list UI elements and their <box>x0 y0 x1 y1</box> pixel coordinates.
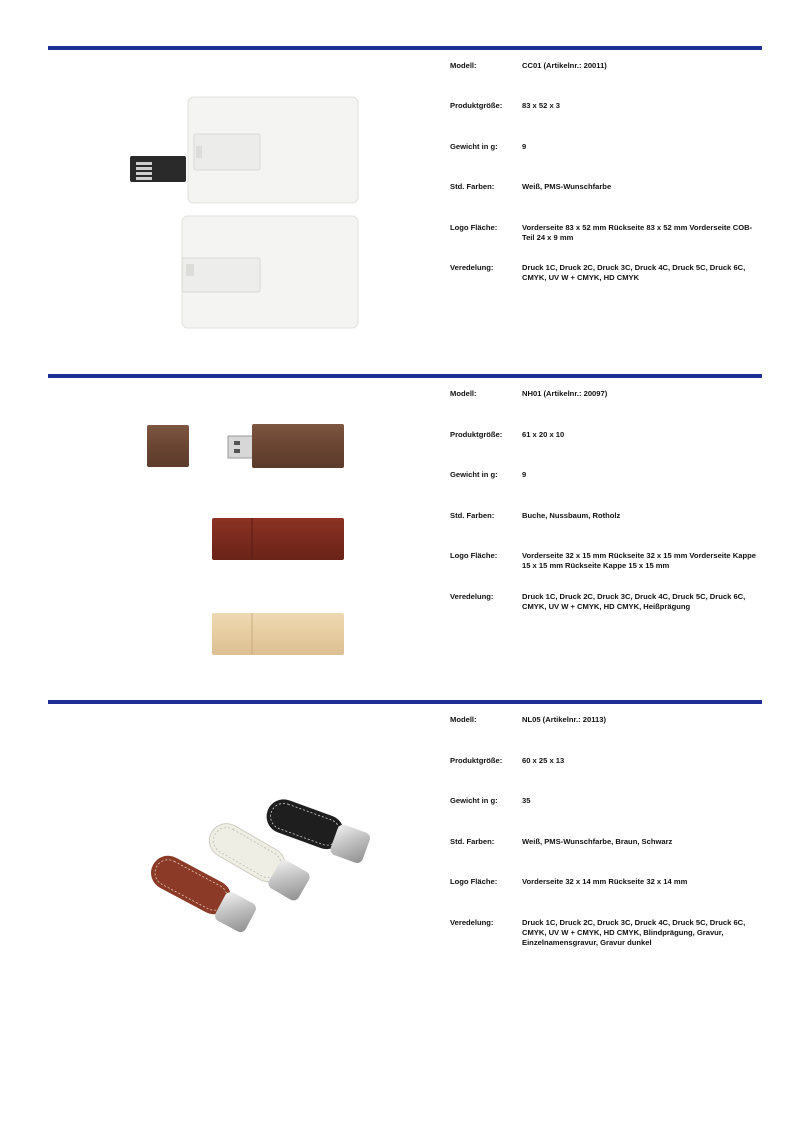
spec-label: Std. Farben: <box>450 837 495 846</box>
spec-label: Std. Farben: <box>450 182 495 191</box>
spec-label: Veredelung: <box>450 918 494 927</box>
product-nl05 <box>48 700 762 1020</box>
spec-label: Gewicht in g: <box>450 142 498 151</box>
spec-value: 9 <box>522 470 527 479</box>
spec-value: NL05 (Artikelnr.: 20113) <box>522 715 606 724</box>
spec-label: Modell: <box>450 61 477 70</box>
spec-value: Vorderseite 32 x 15 mm Rückseite 32 x 15 mm Vorderseite Kappe 15 x 15 mm Rückseite Kappe 15 x 15 mm <box>522 551 756 570</box>
product-image-wooden-usb <box>108 394 438 684</box>
spec-label: Logo Fläche: <box>450 551 498 560</box>
spec-value: 9 <box>522 142 527 151</box>
usb-stick-rosewood <box>212 518 344 560</box>
spec-label: Veredelung: <box>450 592 494 601</box>
spec-value: 83 x 52 x 3 <box>522 101 561 110</box>
spec-label: Produktgröße: <box>450 101 503 110</box>
spec-value: Buche, Nussbaum, Rotholz <box>522 511 621 520</box>
section-divider <box>48 46 762 50</box>
product-image-usb-credit-card <box>108 66 438 356</box>
spec-value: Weiß, PMS-Wunschfarbe <box>522 182 612 191</box>
spec-value: Druck 1C, Druck 2C, Druck 3C, Druck 4C, Druck 5C, Druck 6C, CMYK, UV W + CMYK, HD CMYK <box>522 263 746 282</box>
card-usb-open <box>130 97 358 203</box>
product-nh01 <box>48 374 762 694</box>
spec-label: Gewicht in g: <box>450 796 498 805</box>
spec-value: 35 <box>522 796 531 805</box>
spec-value: CC01 (Artikelnr.: 20011) <box>522 61 607 70</box>
spec-value: Vorderseite 32 x 14 mm Rückseite 32 x 14 mm <box>522 877 688 886</box>
spec-label: Veredelung: <box>450 263 494 272</box>
spec-value: Druck 1C, Druck 2C, Druck 3C, Druck 4C, Druck 5C, Druck 6C, CMYK, UV W + CMYK, HD CMYK, Blindprägung, Gravur, Einzelnamensgravur, Gravur dunkel <box>522 918 746 947</box>
product-cc01 <box>48 46 762 366</box>
section-divider <box>48 700 762 704</box>
spec-label: Gewicht in g: <box>450 470 498 479</box>
spec-value: NH01 (Artikelnr.: 20097) <box>522 389 608 398</box>
spec-label: Std. Farben: <box>450 511 495 520</box>
spec-label: Modell: <box>450 389 477 398</box>
product-image-leather-usb <box>108 720 438 1010</box>
spec-label: Produktgröße: <box>450 430 503 439</box>
spec-label: Produktgröße: <box>450 756 503 765</box>
spec-label: Logo Fläche: <box>450 223 498 232</box>
spec-value: Weiß, PMS-Wunschfarbe, Braun, Schwarz <box>522 837 673 846</box>
spec-label: Modell: <box>450 715 477 724</box>
usb-stick-walnut <box>147 424 344 468</box>
spec-label: Logo Fläche: <box>450 877 498 886</box>
spec-value: Druck 1C, Druck 2C, Druck 3C, Druck 4C, Druck 5C, Druck 6C, CMYK, UV W + CMYK, HD CMYK, Heißprägung <box>522 592 746 611</box>
spec-value: 60 x 25 x 13 <box>522 756 565 765</box>
section-divider <box>48 374 762 378</box>
usb-stick-beech <box>212 613 344 655</box>
card-usb-closed <box>182 216 358 328</box>
spec-value: Vorderseite 83 x 52 mm Rückseite 83 x 52 mm Vorderseite COB-Teil 24 x 9 mm <box>522 223 753 242</box>
spec-value: 61 x 20 x 10 <box>522 430 565 439</box>
